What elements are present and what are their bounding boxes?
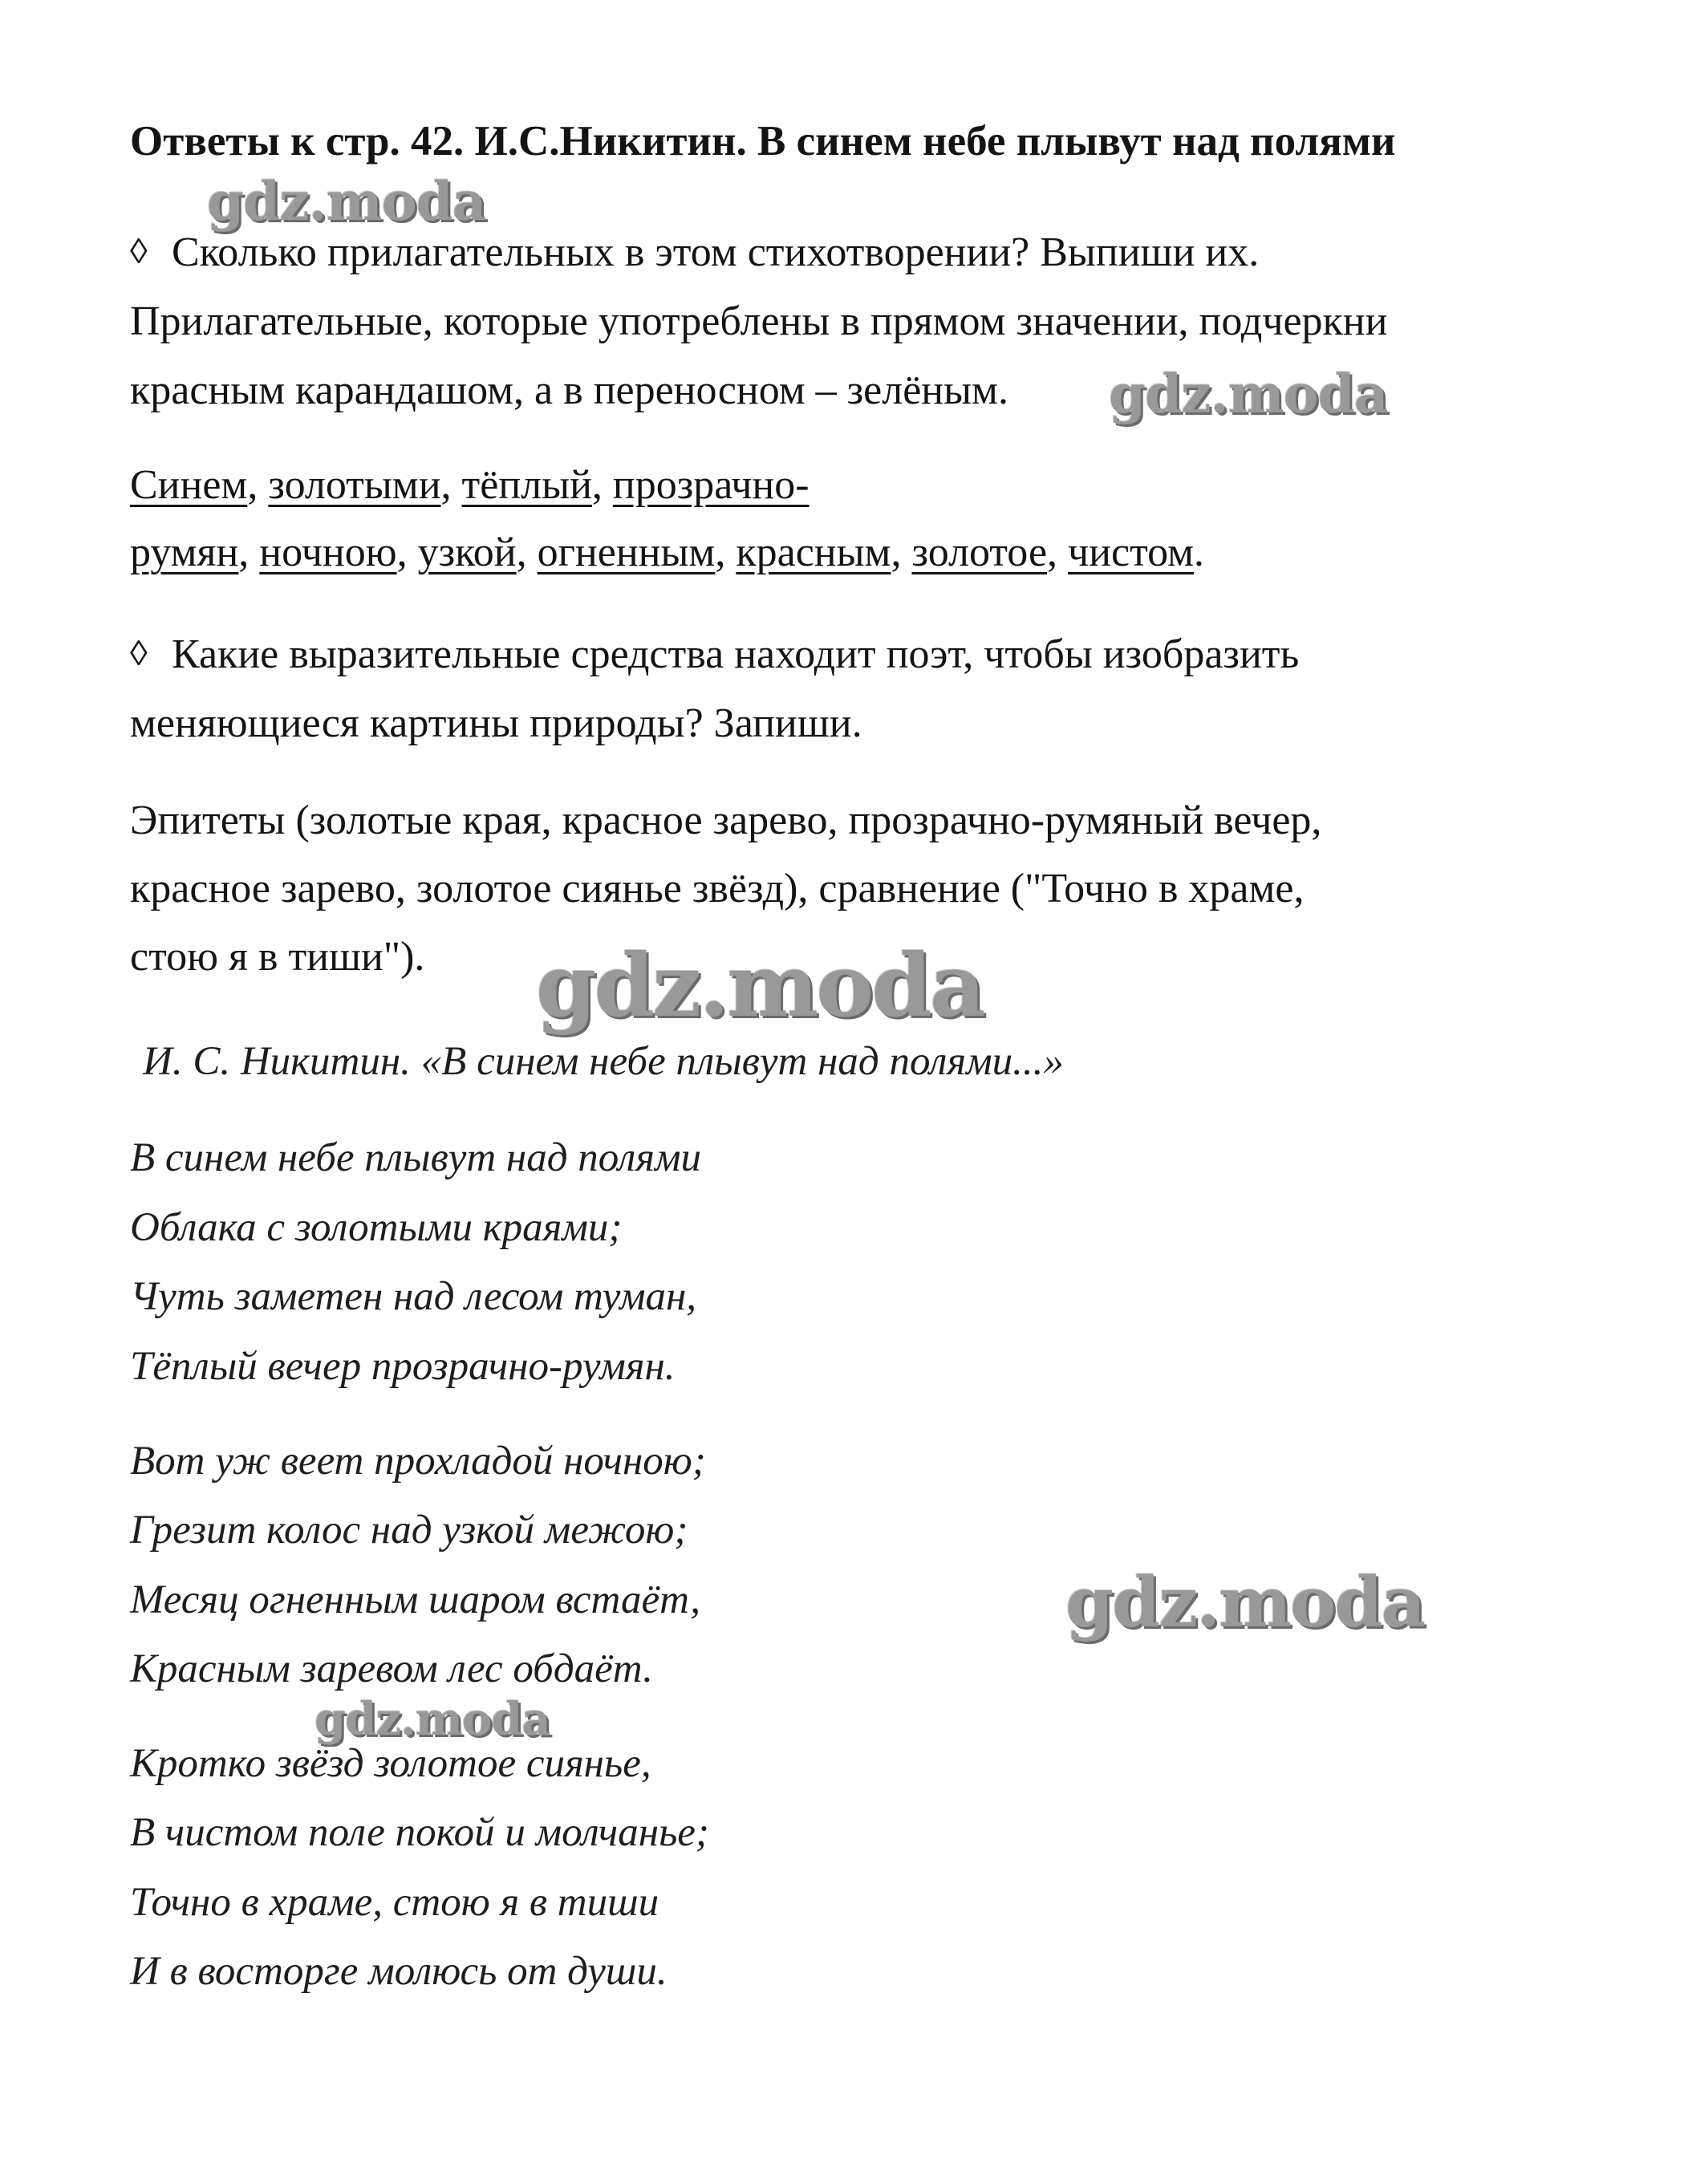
poem-line: Месяц огненным шаром встаёт, [130, 1577, 700, 1622]
adjective: ночною [259, 530, 397, 575]
poem-line: Вот уж веет прохладой ночною; [130, 1439, 706, 1484]
answer-2-line-3: стою я в тиши"). [130, 934, 425, 980]
adjective: золотыми [268, 462, 441, 508]
poem-line: Облака с золотыми краями; [130, 1205, 623, 1250]
poem-line: В чистом поле покой и молчанье; [130, 1810, 709, 1855]
poem-line: Красным заревом лес обдаёт. [130, 1646, 653, 1691]
poem-line: Чуть заметен над лесом туман, [130, 1274, 697, 1319]
adjective: золотое [911, 530, 1048, 575]
poem-line: И в восторге молюсь от души. [130, 1949, 668, 1994]
answer-2-line-2: красное зарево, золотое сиянье звёзд), сравнение ("Точно в храме, [130, 866, 1305, 911]
answer-2-line-1: Эпитеты (золотые края, красное зарево, прозрачно-румяный вечер, [130, 798, 1322, 843]
diamond-bullet-icon: ◊ [130, 232, 148, 271]
adjective: прозрачно- [612, 462, 810, 508]
question-1-line-3: красным карандашом, а в переносном – зелёным. [130, 367, 1008, 413]
poem-line: В синем небе плывут над полями [130, 1135, 702, 1180]
diamond-bullet-icon: ◊ [130, 634, 148, 673]
poem-line: Грезит колос над узкой межою; [130, 1508, 688, 1553]
question-1-line-2: Прилагательные, которые употреблены в прямом значении, подчеркни [130, 298, 1388, 344]
watermark: gdz.moda [1065, 1562, 1425, 1643]
question-2-line-2: меняющиеся картины природы? Запиши. [130, 700, 862, 746]
poem-line: Тёплый вечер прозрачно-румян. [130, 1344, 676, 1389]
watermark: gdz.moda [536, 936, 984, 1037]
question-2-line-1: ◊ Какие выразительные средства находит поэт, чтобы изобразить [130, 631, 1300, 677]
watermark: gdz.moda [1109, 363, 1388, 425]
adjective: узкой [417, 530, 517, 575]
adjective: тёплый [461, 462, 592, 508]
page-title: Ответы к стр. 42. И.С.Никитин. В синем небе плывут над полями [130, 118, 1396, 164]
watermark: gdz.moda [314, 1693, 550, 1746]
adjective: огненным [537, 530, 716, 575]
poem-line: Точно в храме, стою я в тиши [130, 1880, 659, 1925]
adjective: чистом [1068, 530, 1195, 575]
adjective: Синем [130, 462, 248, 508]
answer-1-line-2: румян, ночною, узкой, огненным, красным, золотое, чистом. [130, 530, 1205, 575]
answer-1-line-1: Синем, золотыми, тёплый, прозрачно- [130, 462, 810, 508]
watermark: gdz.moda [207, 170, 486, 233]
poem-line: Кротко звёзд золотое сиянье, [130, 1741, 651, 1786]
adjective: румян [130, 530, 239, 575]
poem-heading: И. С. Никитин. «В синем небе плывут над полями...» [143, 1039, 1064, 1084]
adjective: красным [736, 530, 891, 575]
question-1-line-1: ◊ Сколько прилагательных в этом стихотворении? Выпиши их. [130, 229, 1260, 275]
